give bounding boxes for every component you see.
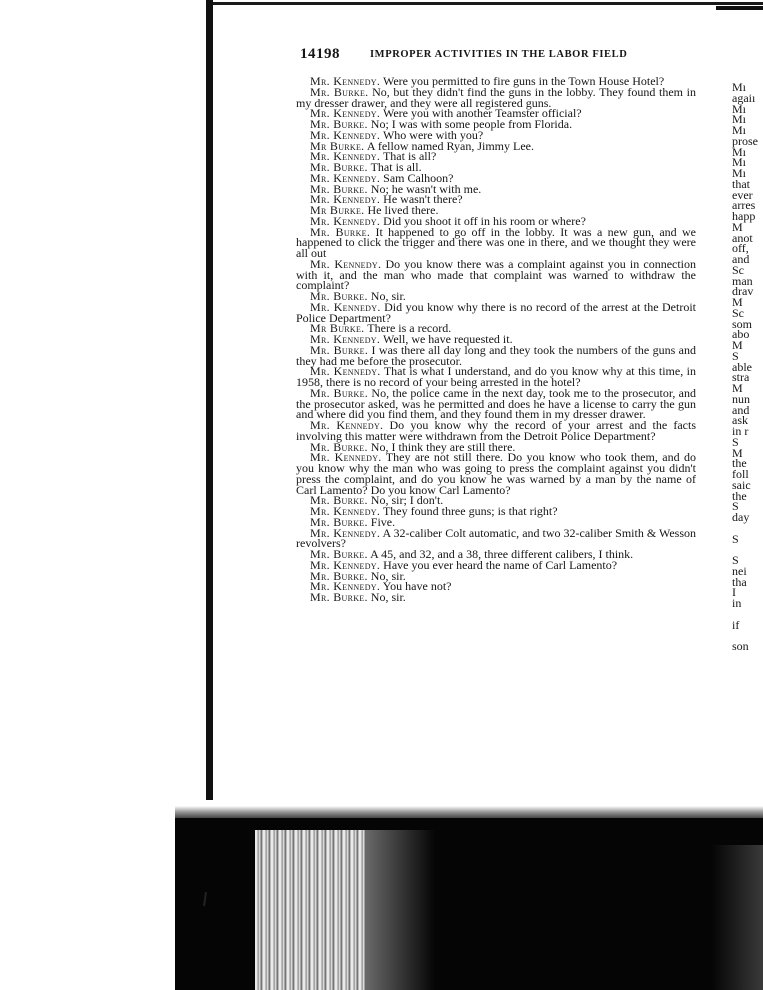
speaker-name: Mr. Kennedy. [310, 364, 381, 379]
page-number: 14198 [300, 46, 340, 62]
speaker-name: Mr. Burke. [310, 160, 368, 174]
speech-text: No; he wasn't with me. [370, 181, 482, 196]
speech-text: No, sir; I don't. [370, 493, 444, 508]
speaker-name: Mr. Kennedy. [310, 74, 381, 88]
speaker-name: Mr. Burke. [310, 224, 371, 239]
facing-page-line: Mı [732, 155, 747, 170]
speaker-name: Mr. Burke. [310, 493, 368, 508]
facing-page-line: and [732, 252, 750, 266]
facing-page-line: day [732, 510, 750, 524]
speech-text: Were you with another Teamster official? [382, 106, 582, 121]
facing-page-line: M [732, 295, 743, 309]
speech-text: That is all? [382, 149, 437, 164]
transcript-paragraph [296, 420, 696, 442]
speaker-name: Mr Burke. [310, 321, 365, 336]
facing-page-line: foll [732, 467, 749, 481]
speaker-name: Mr. Kennedy. [310, 170, 381, 185]
transcript-paragraph [296, 385, 696, 422]
speech-text: Sam Calhoon? [383, 170, 454, 185]
facing-page-line: M [732, 381, 743, 395]
speech-text: I was there all day long and they took the numbers of the guns and they had me before the prosecutor. [296, 342, 696, 368]
facing-page-line: I [732, 585, 736, 600]
speaker-name: Mr Burke. [310, 203, 365, 217]
speech-text: No, sir. [370, 568, 406, 583]
binding-edge [255, 830, 365, 990]
speech-text: No; I was with some people from Florida. [370, 117, 573, 131]
speaker-name: Mr. Kennedy. [310, 557, 381, 572]
facing-page-line: arres [732, 198, 756, 213]
facing-page-line: Mı [732, 123, 747, 137]
transcript-paragraph [296, 525, 697, 551]
transcript-paragraph [296, 84, 696, 110]
facing-page-line: nun [732, 391, 750, 406]
speech-text: A 32-caliber Colt automatic, and two 32-caliber Smith & Wesson revolvers? [296, 525, 697, 551]
speech-text: You have not? [382, 579, 452, 594]
speech-text: Well, we have requested it. [382, 332, 513, 346]
speech-text: A fellow named Ryan, Jimmy Lee. [366, 138, 534, 153]
top-edge-shadow-right [716, 6, 763, 10]
speaker-name: Mr. Burke. [310, 84, 369, 99]
facing-page-line: son [732, 639, 749, 652]
speaker-name: Mr Burke. [310, 138, 365, 153]
transcript-paragraph [296, 366, 696, 388]
facing-page-line: Mı [732, 112, 747, 127]
speaker-name: Mr. Kennedy. [310, 332, 381, 346]
facing-page-line: if [732, 617, 740, 632]
speaker-name: Mr. Burke. [310, 547, 368, 561]
speech-text: Did you know why there is no record of the arrest at the Detroit Police Department? [296, 299, 696, 325]
facing-page-line: S [732, 531, 739, 546]
facing-page-shadow [712, 845, 763, 990]
facing-page-line: and [732, 402, 750, 417]
transcript-paragraph [296, 342, 696, 368]
speaker-name: Mr. Kennedy. [310, 299, 381, 314]
facing-page-line: M [732, 445, 743, 460]
transcript-paragraph [296, 592, 696, 603]
facing-page-line: ever [732, 187, 753, 202]
facing-page-line: som [732, 316, 753, 331]
binding-shadow [365, 830, 435, 990]
speech-text: A 45, and 32, and a 38, three different calibers, I think. [370, 547, 634, 561]
speaker-name: Mr. Kennedy. [310, 127, 381, 142]
transcript-column [296, 76, 696, 603]
speaker-name: Mr. Kennedy. [310, 192, 381, 207]
transcript-paragraph [296, 299, 696, 325]
speech-text: He wasn't there? [383, 192, 463, 207]
speaker-name: Mr. Kennedy. [310, 418, 384, 432]
speaker-name: Mr. Burke. [310, 568, 368, 583]
transcript-paragraph [296, 256, 697, 293]
facing-page-line: the [732, 456, 747, 471]
facing-page-line: M [732, 219, 743, 234]
speaker-name: Mr. Kennedy. [310, 504, 381, 518]
facing-page-line: Sc [732, 305, 744, 320]
speaker-name: Mr. Burke. [310, 342, 369, 357]
facing-page-line: abo [732, 327, 750, 342]
facing-page-line: Mı [732, 144, 747, 159]
facing-page-line: happ [732, 209, 756, 223]
speaker-name: Mr. Burke. [310, 514, 368, 529]
facing-page-line: S [732, 499, 739, 514]
facing-page-line: Mı [732, 101, 747, 116]
speaker-name: Mr. Burke. [310, 117, 368, 131]
facing-page-line: Mı [732, 166, 747, 180]
speech-text: It happened to go off in the lobby. It was a new gun, and we happened to click the trigger and there was one in there, and we thought they were all out [296, 224, 696, 260]
speech-text: Five. [370, 514, 396, 529]
facing-page-line: Sc [732, 262, 744, 277]
speech-text: That is all. [370, 160, 422, 174]
speaker-name: Mr. Kennedy. [310, 579, 381, 594]
facing-page-line: saic [732, 477, 751, 492]
speaker-name: Mr. Burke. [310, 590, 368, 604]
facing-page-line: agaiı [732, 90, 756, 105]
speaker-name: Mr. Kennedy. [310, 450, 382, 465]
facing-page-line: S [732, 434, 739, 449]
facing-page-line: prose [732, 133, 758, 148]
speech-text: No, I think they are still there. [370, 439, 516, 454]
facing-page-line: in r [732, 424, 749, 438]
speech-text: No, the police came in the next day, took me to the prosecutor, and the prosecutor asked, was he permitted and does he have a license to carry the gun and where did you find them, and they found them in my dresser drawer. [296, 385, 696, 422]
speech-text: There is a record. [367, 321, 452, 336]
facing-page-line: ask [732, 413, 748, 428]
facing-page-line: able [732, 359, 752, 374]
speech-text: Do you know there was a complaint against you in connection with it, and the man who made that complaint was warned to withdraw the complaint? [296, 256, 697, 293]
running-head: IMPROPER ACTIVITIES IN THE LABOR FIELD [370, 49, 628, 60]
facing-page-line: the [732, 488, 747, 503]
speech-text: No, sir. [370, 590, 406, 604]
facing-page-line: off, [732, 241, 749, 256]
speaker-name: Mr. Burke. [310, 385, 369, 400]
top-edge-shadow [213, 2, 763, 5]
facing-page-line: S [732, 348, 739, 363]
facing-page-line: tha [732, 574, 747, 589]
facing-page-line: stra [732, 370, 750, 385]
speech-text: No, sir. [370, 289, 406, 303]
speaker-name: Mr. Kennedy. [310, 525, 381, 540]
facing-page-line: anot [732, 230, 753, 245]
facing-page-line: Mı [732, 82, 747, 94]
speaker-name: Mr. Burke. [310, 181, 368, 196]
speaker-name: Mr. Kennedy. [310, 149, 381, 164]
facing-page-line: S [732, 553, 739, 567]
speech-text: Did you shoot it off in his room or where? [383, 213, 586, 228]
speech-text: Who were with you? [382, 127, 484, 142]
facing-page-line: in [732, 596, 742, 610]
facing-page-line: man [732, 273, 753, 288]
speaker-name: Mr. Kennedy. [310, 213, 381, 228]
transcript-paragraph [296, 224, 696, 260]
speech-text: No, but they didn't find the guns in the lobby. They found them in my dresser drawer, and they were all registered guns. [296, 84, 696, 110]
speaker-name: Mr. Burke. [310, 289, 368, 303]
speech-text: He lived there. [367, 203, 439, 217]
facing-page-line: that [732, 176, 750, 191]
speech-text: Were you permitted to fire guns in the Town House Hotel? [382, 74, 665, 88]
gutter-shadow [206, 0, 213, 800]
speech-text: That is what I understand, and do you know why at this time, in 1958, there is no record of your being arrested in the hotel? [296, 364, 696, 389]
speaker-name: Mr. Burke. [310, 439, 368, 454]
speech-text: Do you know why the record of your arrest and the facts involving this matter were withdrawn from the Detroit Police Department? [296, 418, 697, 443]
facing-page-line: nei [732, 563, 747, 578]
speaker-name: Mr. Kennedy. [310, 106, 381, 121]
speech-text: They found three guns; is that right? [382, 504, 558, 518]
speaker-name: Mr. Kennedy. [310, 256, 382, 271]
facing-page-line: drav [732, 284, 754, 299]
speech-text: Have you ever heard the name of Carl Lamento? [383, 557, 618, 572]
facing-page-line: M [732, 338, 743, 352]
transcript-paragraph [296, 452, 696, 495]
speech-text: They are not still there. Do you know who took them, and do you know why the man who was going to press the complaint against you didn't press the complaint, and do you know he was warned by a man by the name of Carl Lamento? Do you know Carl Lamento? [296, 450, 697, 497]
facing-page-text [732, 82, 763, 652]
